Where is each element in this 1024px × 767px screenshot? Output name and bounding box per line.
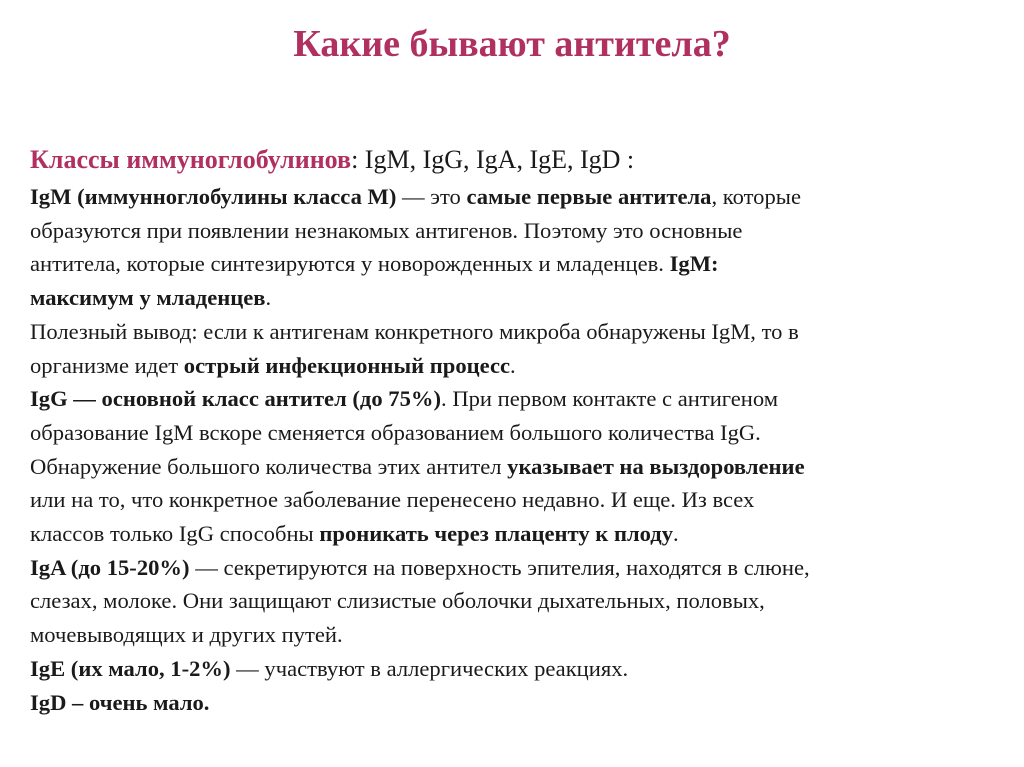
classes-heading-bold: Классы иммуноглобулинов: [30, 145, 352, 174]
body-line: [30, 416, 1014, 450]
body-text: [30, 180, 1014, 719]
body-line: [30, 349, 1014, 383]
text-segment: мочевыводящих и других путей.: [30, 622, 343, 648]
text-segment: Обнаружение большого количества этих антител: [30, 453, 508, 479]
body-line: [30, 551, 1014, 585]
text-segment: образование IgM вскоре сменяется образованием большого количества IgG.: [30, 419, 761, 445]
text-segment: — это: [396, 184, 467, 209]
bold-text: IgM (иммунноглобулины класса М): [30, 184, 397, 209]
bold-text: указывает на выздоровление: [507, 453, 805, 479]
body-line: [30, 382, 1014, 416]
bold-text: IgG — основной класс антител (до 75%): [30, 386, 442, 412]
body-line: [30, 315, 1014, 349]
bold-text: IgA (до 15-20%): [30, 554, 190, 580]
text-segment: образуются при появлении незнакомых антигенов. Поэтому это основные: [30, 217, 743, 243]
bold-text: IgE (их мало, 1-2%): [30, 655, 231, 681]
body-line: [30, 483, 1014, 517]
text-segment: — участвуют в аллергических реакциях.: [230, 655, 629, 681]
text-segment: классов только IgG способны: [30, 521, 320, 547]
text-segment: слезах, молоке. Они защищают слизистые оболочки дыхательных, половых,: [30, 588, 765, 614]
slide-title: Какие бывают антитела?: [293, 23, 731, 65]
text-segment: , которые: [711, 184, 801, 209]
body-line: [30, 450, 1014, 484]
body-line: [30, 618, 1014, 652]
body-line: [30, 247, 1014, 281]
body-line: [30, 214, 1014, 248]
text-segment: .: [510, 352, 516, 378]
slide-body: [30, 140, 1014, 719]
bold-text: IgD – очень мало.: [30, 689, 210, 715]
bold-text: острый инфекционный процесс: [183, 352, 511, 378]
bold-text: проникать через плаценту к плоду: [319, 521, 674, 547]
text-segment: антитела, которые синтезируются у новорожденных и младенцев.: [30, 251, 670, 277]
classes-heading: [30, 140, 1014, 180]
text-segment: — секретируются на поверхность эпителия, находятся в слюне,: [189, 554, 810, 580]
text-segment: организме идет: [30, 352, 184, 378]
text-segment: Полезный вывод: если к антигенам конкретного микроба обнаружены IgM, то в: [30, 318, 799, 344]
text-segment: .: [265, 285, 272, 311]
bold-text: IgM:: [669, 251, 719, 277]
text-segment: или на то, что конкретное заболевание перенесено недавно. И еще. Из всех: [30, 487, 755, 513]
body-line: [30, 652, 1014, 686]
body-line: [30, 517, 1014, 551]
body-line: [30, 281, 1014, 315]
body-line: [30, 686, 1014, 720]
body-line: [30, 584, 1014, 618]
bold-text: максимум у младенцев: [30, 285, 266, 311]
classes-heading-list: : IgM, IgG, IgA, IgE, IgD :: [351, 145, 635, 174]
text-segment: . При первом контакте с антигеном: [441, 386, 779, 412]
bold-text: самые первые антитела: [466, 184, 712, 209]
text-segment: .: [673, 521, 679, 547]
body-line: [30, 180, 1014, 214]
